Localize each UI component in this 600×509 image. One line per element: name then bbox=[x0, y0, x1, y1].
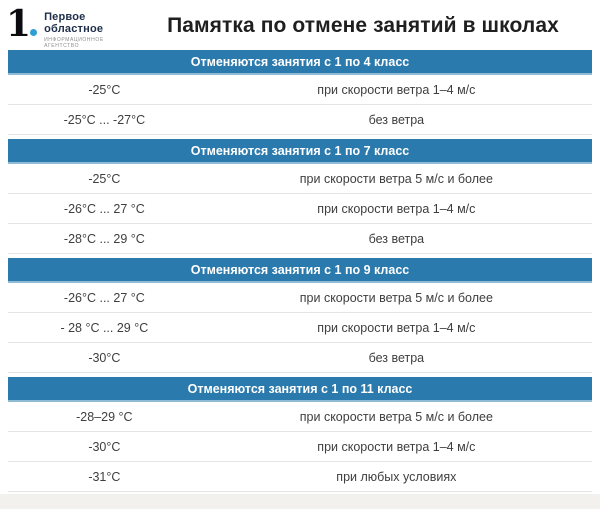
brand-logo bbox=[6, 3, 134, 49]
temperature-cell: -26°C ... 27 °C bbox=[63, 201, 145, 216]
table-row bbox=[8, 224, 592, 254]
table-row bbox=[8, 432, 592, 462]
section-rows bbox=[8, 402, 592, 492]
brand-numeral-icon bbox=[6, 3, 37, 49]
brand-numeral: 1 bbox=[6, 3, 30, 45]
section-header: Отменяются занятия с 1 по 4 класс bbox=[8, 50, 592, 75]
section-rows bbox=[8, 75, 592, 135]
condition-cell: при скорости ветра 5 м/с и более bbox=[299, 171, 493, 186]
brand-dot-icon bbox=[30, 29, 37, 36]
table-row bbox=[8, 283, 592, 313]
table-section bbox=[8, 377, 592, 492]
condition-cell: без ветра bbox=[368, 231, 425, 246]
condition-cell: без ветра bbox=[368, 350, 425, 365]
brand-tagline bbox=[44, 38, 104, 49]
section-header: Отменяются занятия с 1 по 11 класс bbox=[8, 377, 592, 402]
table-row bbox=[8, 343, 592, 373]
bottom-strip bbox=[0, 494, 600, 509]
section-header: Отменяются занятия с 1 по 7 класс bbox=[8, 139, 592, 164]
condition-cell: при скорости ветра 1–4 м/с bbox=[317, 439, 476, 454]
header bbox=[0, 0, 600, 50]
temperature-cell: -25°C ... -27°C bbox=[63, 112, 146, 127]
table-section bbox=[8, 258, 592, 373]
brand-name-line1: Первое bbox=[44, 11, 86, 23]
temperature-cell: -31°C bbox=[88, 469, 121, 484]
cancellation-table bbox=[8, 50, 592, 492]
temperature-cell: -28°C ... 29 °C bbox=[63, 231, 145, 246]
section-rows bbox=[8, 164, 592, 254]
section-header: Отменяются занятия с 1 по 9 класс bbox=[8, 258, 592, 283]
table-row bbox=[8, 462, 592, 492]
table-row bbox=[8, 164, 592, 194]
table-row bbox=[8, 194, 592, 224]
temperature-cell: -30°C bbox=[88, 439, 121, 454]
table-row bbox=[8, 105, 592, 135]
temperature-cell: -26°C ... 27 °C bbox=[63, 290, 145, 305]
page-title: Памятка по отмене занятий в школах bbox=[167, 14, 559, 37]
temperature-cell: -25°C bbox=[88, 82, 121, 97]
temperature-cell: -30°C bbox=[88, 350, 121, 365]
table-section bbox=[8, 139, 592, 254]
condition-cell: без ветра bbox=[368, 112, 425, 127]
condition-cell: при скорости ветра 5 м/с и более bbox=[299, 290, 493, 305]
brand-name-line2: областное bbox=[44, 22, 104, 35]
brand-wordmark bbox=[44, 9, 104, 49]
condition-cell: при скорости ветра 1–4 м/с bbox=[317, 82, 476, 97]
section-rows bbox=[8, 283, 592, 373]
condition-cell: при скорости ветра 5 м/с и более bbox=[299, 409, 493, 424]
table-row bbox=[8, 313, 592, 343]
temperature-cell: -25°C bbox=[88, 171, 121, 186]
brand-tagline-line1: ИНФОРМАЦИОННОЕ bbox=[44, 37, 104, 43]
table-row bbox=[8, 75, 592, 105]
brand-tagline-line2: АГЕНТСТВО bbox=[44, 42, 80, 49]
table-row bbox=[8, 402, 592, 432]
table-section bbox=[8, 50, 592, 135]
condition-cell: при скорости ветра 1–4 м/с bbox=[317, 320, 476, 335]
temperature-cell: -28–29 °C bbox=[76, 409, 133, 424]
condition-cell: при скорости ветра 1–4 м/с bbox=[317, 201, 476, 216]
condition-cell: при любых условиях bbox=[336, 469, 457, 484]
temperature-cell: - 28 °C ... 29 °C bbox=[60, 320, 149, 335]
